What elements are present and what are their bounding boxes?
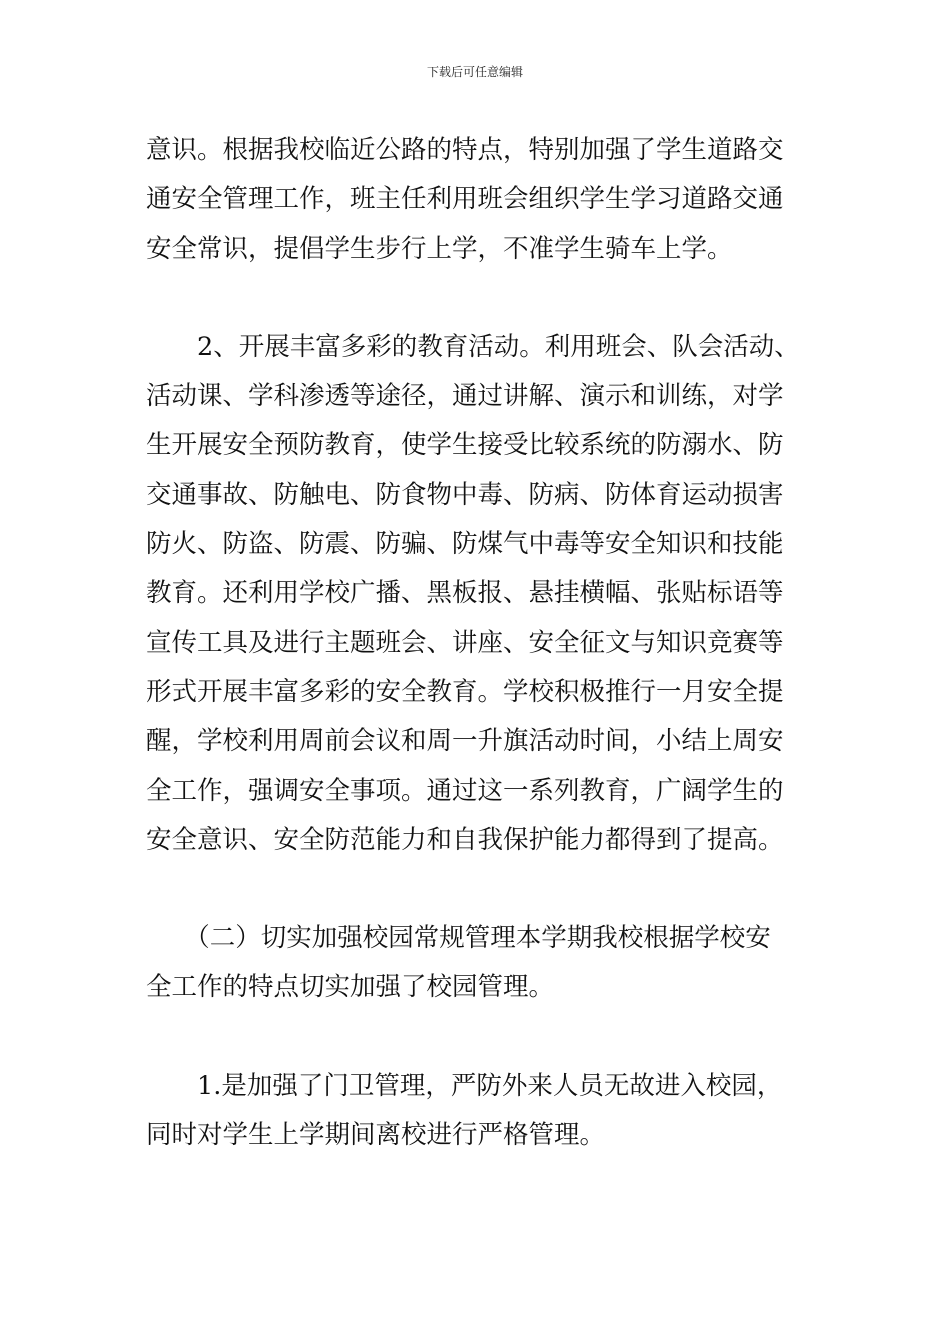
document-body (146, 126, 806, 1160)
text-line: 生开展安全预防教育，使学生接受比较系统的防溺水、防 (146, 430, 784, 461)
text-line: 形式开展丰富多彩的安全教育。学校积极推行一月安全提 (146, 676, 784, 707)
text-line: 安全常识，提倡学生步行上学，不准学生骑车上学。 (146, 233, 733, 264)
paragraph-education-activities (146, 323, 806, 865)
text-line: 同时对学生上学期间离校进行严格管理。 (146, 1120, 606, 1151)
paragraph-campus-management (146, 914, 806, 1013)
text-line: 全工作，强调安全事项。通过这一系列教育，广阔学生的 (146, 775, 784, 806)
text-line: 宣传工具及进行主题班会、讲座、安全征文与知识竞赛等 (146, 627, 784, 658)
text-line: 交通事故、防触电、防食物中毒、防病、防体育运动损害 (146, 479, 784, 510)
text-line: 全工作的特点切实加强了校园管理。 (146, 972, 555, 1003)
text-line: 意识。根据我校临近公路的特点，特别加强了学生道路交 (146, 135, 784, 165)
text-line: 通安全管理工作，班主任利用班会组织学生学习道路交通 (146, 184, 784, 215)
text-line: 1.是加强了门卫管理，严防外来人员无故进入校园， (146, 1070, 783, 1101)
text-line: 安全意识、安全防范能力和自我保护能力都得到了提高。 (146, 824, 784, 855)
text-line: 活动课、学科渗透等途径，通过讲解、演示和训练，对学 (146, 381, 784, 412)
page-header-note: 下载后可任意编辑 (426, 65, 523, 79)
text-line: （二）切实加强校园常规管理本学期我校根据学校安 (146, 923, 771, 954)
text-line: 醒，学校利用周前会议和周一升旗活动时间，小结上周安 (146, 726, 784, 757)
paragraph-traffic-safety (146, 126, 806, 274)
text-line: 教育。还利用学校广播、黑板报、悬挂横幅、张贴标语等 (146, 578, 784, 609)
paragraph-gate-management (146, 1062, 806, 1161)
text-line: 2、开展丰富多彩的教育活动。利用班会、队会活动、 (146, 331, 800, 362)
text-line: 防火、防盗、防震、防骗、防煤气中毒等安全知识和技能 (146, 529, 784, 560)
